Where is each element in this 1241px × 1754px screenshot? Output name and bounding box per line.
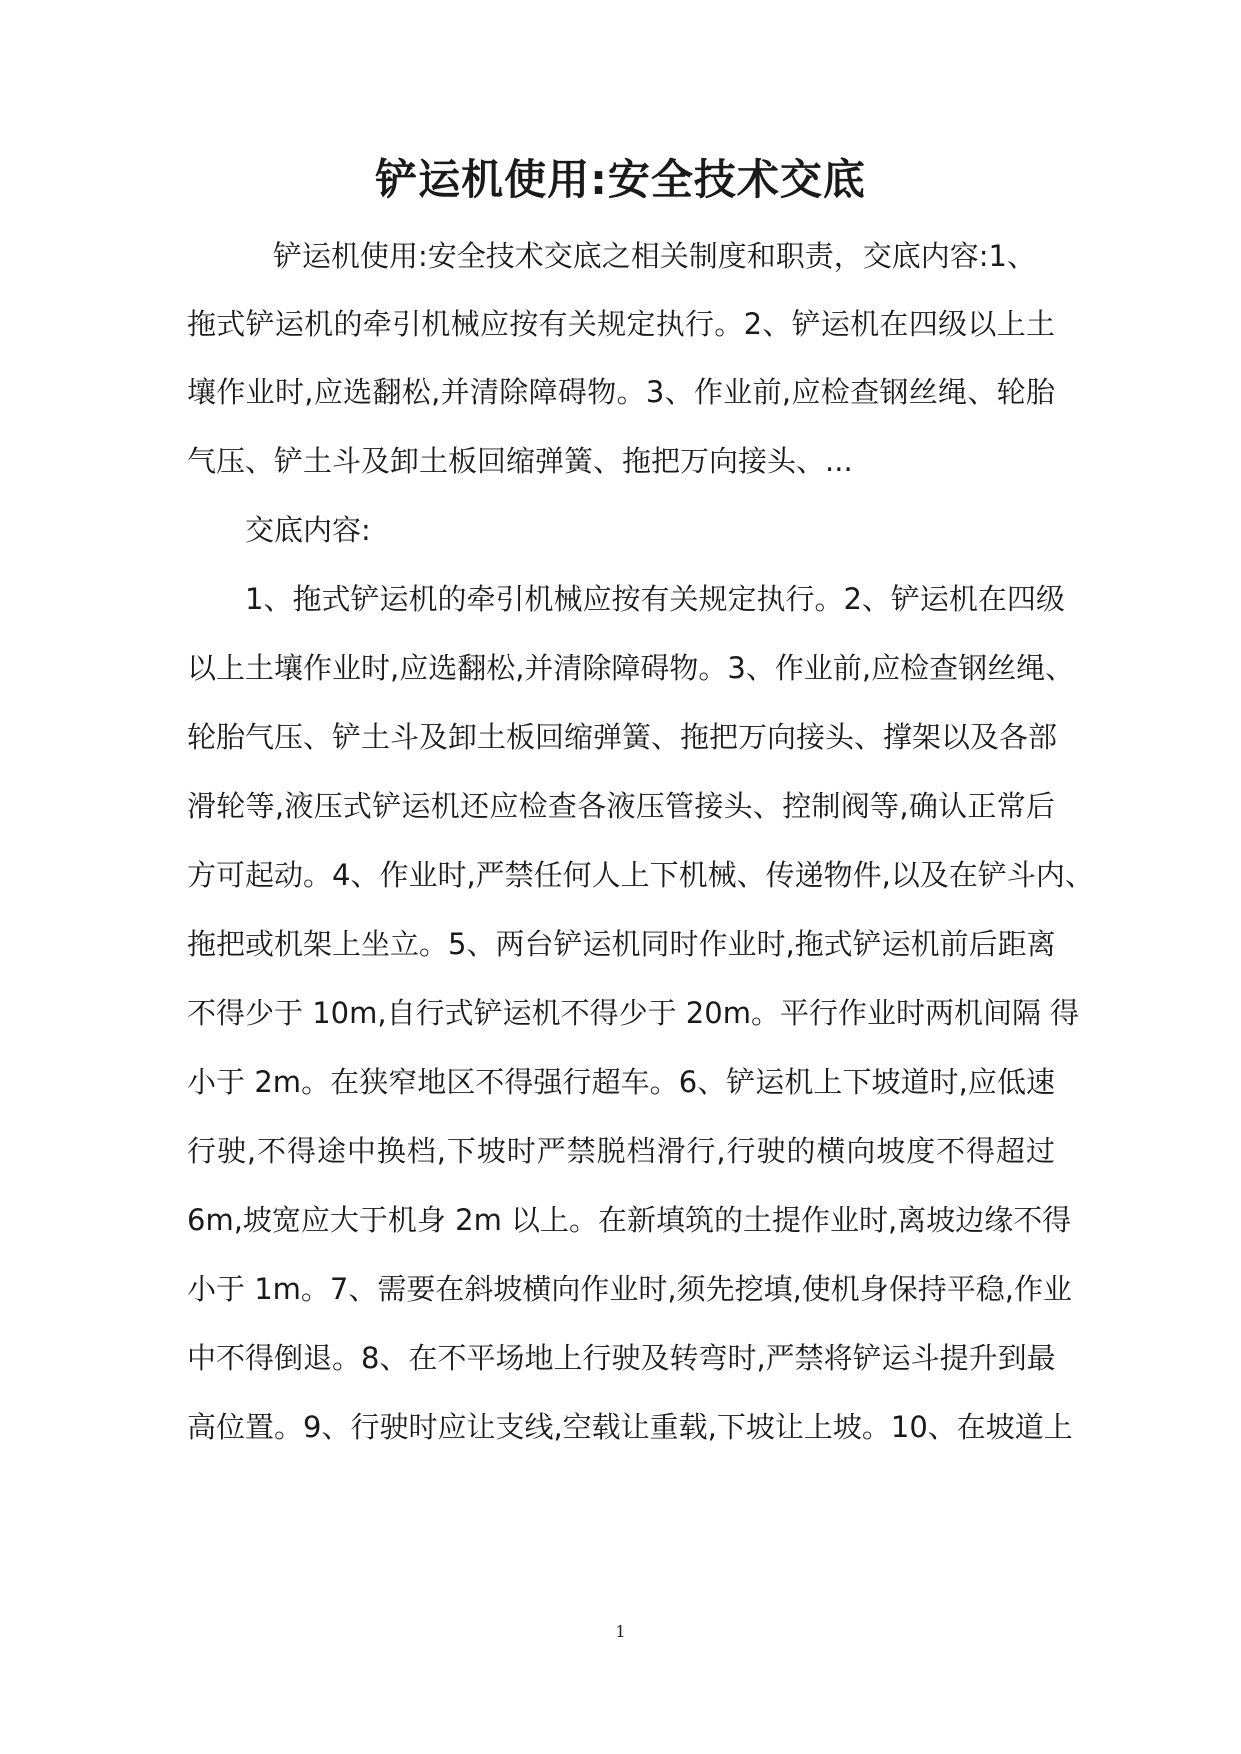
body-line: 轮胎气压、铲土斗及卸土板回缩弹簧、拖把万向接头、撑架以及各部 [187,720,1058,754]
body-line: 交底内容: [245,513,371,547]
body-line: 1、拖式铲运机的牵引机械应按有关规定执行。2、铲运机在四级 [245,582,1065,616]
body-line: 行驶,不得途中换档,下坡时严禁脱档滑行,行驶的横向坡度不得超过 [187,1134,1055,1168]
body-line: 滑轮等,液压式铲运机还应检查各液压管接头、控制阀等,确认正常后 [187,789,1055,823]
body-line: 小于 2m。在狭窄地区不得强行超车。6、铲运机上下坡道时,应低速 [187,1065,1055,1099]
body-line: 以上土壤作业时,应选翻松,并清除障碍物。3、作业前,应检查钢丝绳、 [187,651,1075,685]
body-line: 拖式铲运机的牵引机械应按有关规定执行。2、铲运机在四级以上土 [187,307,1055,341]
body-line: 不得少于 10m,自行式铲运机不得少于 20m。平行作业时两机间隔 得 [187,996,1080,1030]
body-line: 高位置。9、行驶时应让支线,空载让重载,下坡让上坡。10、在坡道上 [187,1410,1073,1444]
body-line: 气压、铲土斗及卸土板回缩弹簧、拖把万向接头、... [187,444,853,478]
body-line: 中不得倒退。8、在不平场地上行驶及转弯时,严禁将铲运斗提升到最 [187,1341,1056,1375]
body-line: 6m,坡宽应大于机身 2m 以上。在新填筑的土提作业时,离坡边缘不得 [187,1203,1072,1237]
page-number: 1 [615,1622,626,1641]
body-line: 拖把或机架上坐立。5、两台铲运机同时作业时,拖式铲运机前后距离 [187,927,1056,961]
body-line: 小于 1m。7、需要在斜坡横向作业时,须先挖填,使机身保持平稳,作业 [187,1272,1073,1306]
document-title: 铲运机使用:安全技术交底 [375,155,866,204]
body-line: 铲运机使用:安全技术交底之相关制度和职责，交底内容:1、 [273,239,1036,273]
body-line: 壤作业时,应选翻松,并清除障碍物。3、作业前,应检查钢丝绳、轮胎 [187,375,1055,409]
body-line: 方可起动。4、作业时,严禁任何人上下机械、传递物件,以及在铲斗内、 [187,858,1094,892]
